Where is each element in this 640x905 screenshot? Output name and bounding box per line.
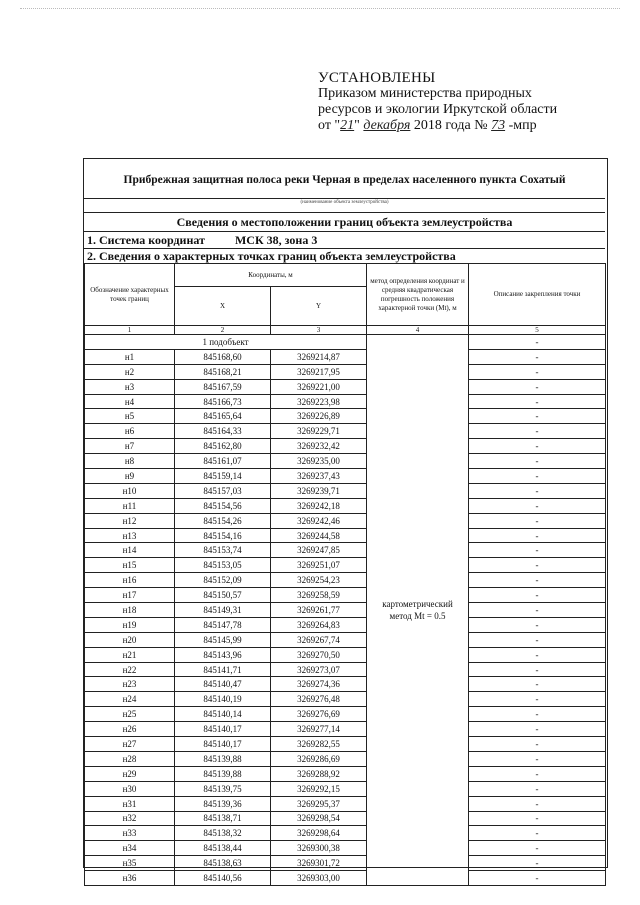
fixing-description: - <box>469 811 606 826</box>
fixing-description: - <box>469 603 606 618</box>
y-coordinate: 3269237,43 <box>271 469 367 484</box>
divider <box>84 231 605 232</box>
y-coordinate: 3269258,59 <box>271 588 367 603</box>
y-coordinate: 3269239,71 <box>271 483 367 498</box>
point-id: н23 <box>85 677 175 692</box>
fixing-description: - <box>469 617 606 632</box>
y-coordinate: 3269244,58 <box>271 528 367 543</box>
fixing-description: - <box>469 781 606 796</box>
scan-edge-artifact <box>20 8 620 11</box>
fixing-description: - <box>469 662 606 677</box>
point-id: н25 <box>85 707 175 722</box>
table-row <box>85 483 606 498</box>
approval-heading: УСТАНОВЛЕНЫ <box>318 70 436 86</box>
x-coordinate: 845138,32 <box>175 826 271 841</box>
table-row <box>85 826 606 841</box>
x-coordinate: 845140,14 <box>175 707 271 722</box>
y-coordinate: 3269232,42 <box>271 439 367 454</box>
divider <box>84 212 605 213</box>
point-id: н13 <box>85 528 175 543</box>
method-text-line-2: метод Mt = 0.5 <box>389 610 446 621</box>
object-title: Прибрежная защитная полоса реки Черная в пределах населенного пункта Сохатый <box>123 174 566 186</box>
approval-month: декабря <box>363 118 411 133</box>
y-coordinate: 3269221,00 <box>271 379 367 394</box>
point-id: н36 <box>85 871 175 886</box>
section-1-value: МСК 38, зона 3 <box>234 233 318 247</box>
point-id: н26 <box>85 722 175 737</box>
x-coordinate: 845140,17 <box>175 722 271 737</box>
point-id: н18 <box>85 603 175 618</box>
x-coordinate: 845153,05 <box>175 558 271 573</box>
x-coordinate: 845165,64 <box>175 409 271 424</box>
header-y: Y <box>271 287 367 326</box>
column-number: 2 <box>175 326 271 335</box>
point-id: н7 <box>85 439 175 454</box>
table-row <box>85 632 606 647</box>
table-row <box>85 647 606 662</box>
point-id: н2 <box>85 364 175 379</box>
point-id: н6 <box>85 424 175 439</box>
point-id: н20 <box>85 632 175 647</box>
x-coordinate: 845139,88 <box>175 751 271 766</box>
point-id: н32 <box>85 811 175 826</box>
y-coordinate: 3269242,46 <box>271 513 367 528</box>
table-row <box>85 498 606 513</box>
y-coordinate: 3269247,85 <box>271 543 367 558</box>
y-coordinate: 3269292,15 <box>271 781 367 796</box>
y-coordinate: 3269295,37 <box>271 796 367 811</box>
approval-line-1: Приказом министерства природных <box>318 86 532 101</box>
point-id: н29 <box>85 766 175 781</box>
table-row <box>85 766 606 781</box>
point-id: н33 <box>85 826 175 841</box>
table-row <box>85 617 606 632</box>
y-coordinate: 3269226,89 <box>271 409 367 424</box>
point-id: н17 <box>85 588 175 603</box>
section-main-heading: Сведения о местоположении границ объекта землеустройства <box>176 215 513 229</box>
point-id: н19 <box>85 617 175 632</box>
table-row <box>85 543 606 558</box>
point-id: н34 <box>85 841 175 856</box>
fixing-description: - <box>469 766 606 781</box>
y-coordinate: 3269270,50 <box>271 647 367 662</box>
fixing-description: - <box>469 573 606 588</box>
point-id: н15 <box>85 558 175 573</box>
fixing-description: - <box>469 379 606 394</box>
fixing-description: - <box>469 692 606 707</box>
fixing-description: - <box>469 513 606 528</box>
table-row <box>85 513 606 528</box>
point-id: н21 <box>85 647 175 662</box>
header-fixing: Описание закрепления точки <box>469 264 606 326</box>
fixing-description: - <box>469 841 606 856</box>
table-row <box>85 379 606 394</box>
table-row <box>85 751 606 766</box>
fixing-description: - <box>469 439 606 454</box>
point-id: н30 <box>85 781 175 796</box>
point-id: н10 <box>85 483 175 498</box>
fixing-description: - <box>469 394 606 409</box>
y-coordinate: 3269274,36 <box>271 677 367 692</box>
point-id: н24 <box>85 692 175 707</box>
point-id: н22 <box>85 662 175 677</box>
table-row <box>85 796 606 811</box>
subobject-fixing: - <box>469 335 606 350</box>
column-number: 1 <box>85 326 175 335</box>
x-coordinate: 845153,74 <box>175 543 271 558</box>
point-id: н31 <box>85 796 175 811</box>
point-id: н12 <box>85 513 175 528</box>
table-row <box>85 737 606 752</box>
point-id: н3 <box>85 379 175 394</box>
approval-date-mid: " <box>354 118 364 133</box>
point-id: н11 <box>85 498 175 513</box>
point-id: н14 <box>85 543 175 558</box>
x-coordinate: 845154,26 <box>175 513 271 528</box>
y-coordinate: 3269264,83 <box>271 617 367 632</box>
table-row <box>85 394 606 409</box>
fixing-description: - <box>469 737 606 752</box>
y-coordinate: 3269276,69 <box>271 707 367 722</box>
y-coordinate: 3269276,48 <box>271 692 367 707</box>
x-coordinate: 845140,19 <box>175 692 271 707</box>
table-row <box>85 364 606 379</box>
x-coordinate: 845168,21 <box>175 364 271 379</box>
header-x: X <box>175 287 271 326</box>
y-coordinate: 3269261,77 <box>271 603 367 618</box>
x-coordinate: 845140,47 <box>175 677 271 692</box>
x-coordinate: 845152,09 <box>175 573 271 588</box>
x-coordinate: 845139,88 <box>175 766 271 781</box>
table-row <box>85 409 606 424</box>
table-row <box>85 558 606 573</box>
y-coordinate: 3269251,07 <box>271 558 367 573</box>
fixing-description: - <box>469 409 606 424</box>
fixing-description: - <box>469 483 606 498</box>
x-coordinate: 845150,57 <box>175 588 271 603</box>
x-coordinate: 845149,31 <box>175 603 271 618</box>
fixing-description: - <box>469 722 606 737</box>
point-id: н5 <box>85 409 175 424</box>
x-coordinate: 845138,71 <box>175 811 271 826</box>
fixing-description: - <box>469 528 606 543</box>
x-coordinate: 845138,63 <box>175 856 271 871</box>
y-coordinate: 3269223,98 <box>271 394 367 409</box>
x-coordinate: 845168,60 <box>175 349 271 364</box>
approval-day: 21 <box>340 118 355 133</box>
point-id: н1 <box>85 349 175 364</box>
table-row <box>85 439 606 454</box>
point-id: н8 <box>85 454 175 469</box>
x-coordinate: 845162,80 <box>175 439 271 454</box>
y-coordinate: 3269288,92 <box>271 766 367 781</box>
table-row <box>85 662 606 677</box>
table-row <box>85 469 606 484</box>
column-number: 5 <box>469 326 606 335</box>
column-number: 4 <box>367 326 469 335</box>
fixing-description: - <box>469 856 606 871</box>
y-coordinate: 3269303,00 <box>271 871 367 886</box>
fixing-description: - <box>469 707 606 722</box>
table-row <box>85 856 606 871</box>
approval-line-2: ресурсов и экологии Иркутской области <box>318 102 558 117</box>
fixing-description: - <box>469 796 606 811</box>
y-coordinate: 3269273,07 <box>271 662 367 677</box>
approval-stamp <box>318 70 618 134</box>
point-id: н16 <box>85 573 175 588</box>
method-text-line-1: картометрический <box>382 598 453 609</box>
fixing-description: - <box>469 647 606 662</box>
table-row <box>85 528 606 543</box>
fixing-description: - <box>469 424 606 439</box>
y-coordinate: 3269277,14 <box>271 722 367 737</box>
method-cell <box>367 335 469 886</box>
y-coordinate: 3269254,23 <box>271 573 367 588</box>
fixing-description: - <box>469 498 606 513</box>
x-coordinate: 845166,73 <box>175 394 271 409</box>
column-number: 3 <box>271 326 367 335</box>
x-coordinate: 845145,99 <box>175 632 271 647</box>
table-row <box>85 573 606 588</box>
approval-date-line <box>318 118 618 134</box>
object-title-caption: (наименование объекта землеустройства) <box>300 200 389 205</box>
table-row <box>85 692 606 707</box>
table-row <box>85 707 606 722</box>
x-coordinate: 845167,59 <box>175 379 271 394</box>
fixing-description: - <box>469 543 606 558</box>
header-point: Обозначение характерных точек границ <box>85 264 175 326</box>
approval-number: 73 <box>491 118 506 133</box>
table-row <box>85 811 606 826</box>
fixing-description: - <box>469 588 606 603</box>
approval-date-prefix: от " <box>318 118 341 133</box>
table-row <box>85 781 606 796</box>
y-coordinate: 3269214,87 <box>271 349 367 364</box>
fixing-description: - <box>469 751 606 766</box>
section-2-heading: 2. Сведения о характерных точках границ объекта землеустройства <box>87 249 456 263</box>
table-row <box>85 349 606 364</box>
y-coordinate: 3269301,72 <box>271 856 367 871</box>
point-id: н4 <box>85 394 175 409</box>
x-coordinate: 845161,07 <box>175 454 271 469</box>
section-1-label: 1. Система координат <box>87 233 205 247</box>
fixing-description: - <box>469 632 606 647</box>
x-coordinate: 845143,96 <box>175 647 271 662</box>
x-coordinate: 845164,33 <box>175 424 271 439</box>
table-row <box>85 424 606 439</box>
table-row <box>85 454 606 469</box>
table-row <box>85 871 606 886</box>
fixing-description: - <box>469 349 606 364</box>
x-coordinate: 845140,17 <box>175 737 271 752</box>
y-coordinate: 3269282,55 <box>271 737 367 752</box>
y-coordinate: 3269229,71 <box>271 424 367 439</box>
header-coords: Координаты, м <box>175 264 367 287</box>
x-coordinate: 845154,56 <box>175 498 271 513</box>
fixing-description: - <box>469 871 606 886</box>
x-coordinate: 845159,14 <box>175 469 271 484</box>
header-method: метод определения координат и средняя квадратическая погрешность положения характерной точки (Mt), м <box>367 264 469 326</box>
table-row <box>85 722 606 737</box>
table-row <box>85 603 606 618</box>
fixing-description: - <box>469 469 606 484</box>
x-coordinate: 845157,03 <box>175 483 271 498</box>
x-coordinate: 845147,78 <box>175 617 271 632</box>
table-row <box>85 677 606 692</box>
section-1-heading <box>84 233 608 248</box>
y-coordinate: 3269217,95 <box>271 364 367 379</box>
coordinates-table <box>84 263 606 886</box>
y-coordinate: 3269235,00 <box>271 454 367 469</box>
subobject-label: 1 подобъект <box>85 335 367 350</box>
point-id: н28 <box>85 751 175 766</box>
y-coordinate: 3269242,18 <box>271 498 367 513</box>
x-coordinate: 845141,71 <box>175 662 271 677</box>
x-coordinate: 845154,16 <box>175 528 271 543</box>
table-row <box>85 841 606 856</box>
fixing-description: - <box>469 454 606 469</box>
table-row <box>85 588 606 603</box>
y-coordinate: 3269298,54 <box>271 811 367 826</box>
approval-year: 2018 года № <box>410 118 488 133</box>
point-id: н9 <box>85 469 175 484</box>
fixing-description: - <box>469 677 606 692</box>
x-coordinate: 845139,36 <box>175 796 271 811</box>
y-coordinate: 3269267,74 <box>271 632 367 647</box>
y-coordinate: 3269298,64 <box>271 826 367 841</box>
fixing-description: - <box>469 558 606 573</box>
x-coordinate: 845140,56 <box>175 871 271 886</box>
x-coordinate: 845139,75 <box>175 781 271 796</box>
fixing-description: - <box>469 826 606 841</box>
approval-suffix: -мпр <box>508 118 537 133</box>
point-id: н35 <box>85 856 175 871</box>
x-coordinate: 845138,44 <box>175 841 271 856</box>
title-divider <box>84 198 605 199</box>
y-coordinate: 3269286,69 <box>271 751 367 766</box>
fixing-description: - <box>469 364 606 379</box>
point-id: н27 <box>85 737 175 752</box>
y-coordinate: 3269300,38 <box>271 841 367 856</box>
